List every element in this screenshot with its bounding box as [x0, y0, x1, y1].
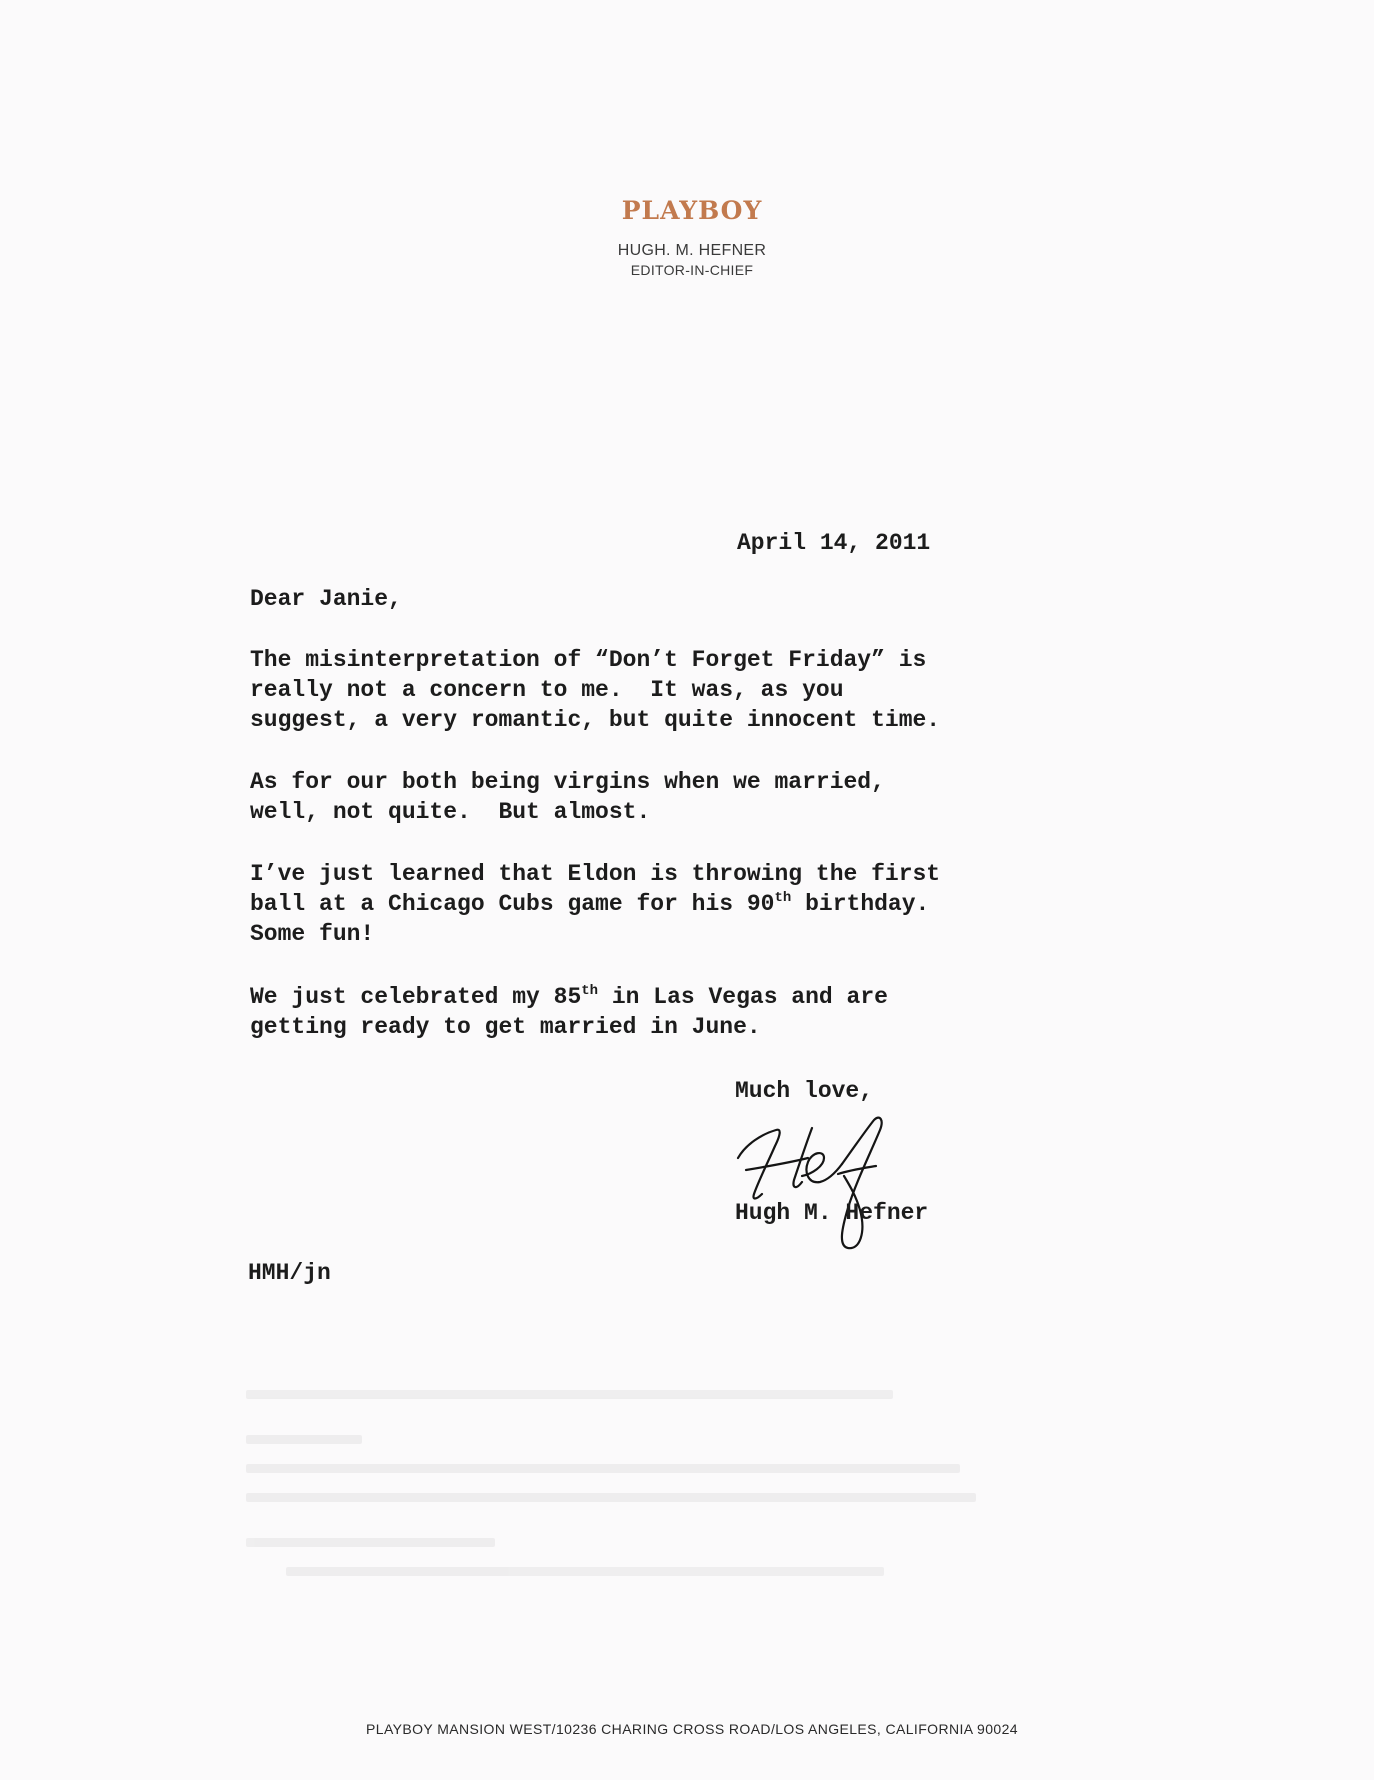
paragraph-line: getting ready to get married in June.: [250, 1014, 761, 1040]
playboy-logo: PLAYBOY: [621, 196, 763, 225]
paragraph-3: [250, 859, 940, 949]
paragraph-4: [250, 982, 888, 1042]
paragraph-line: I’ve just learned that Eldon is throwing the first: [250, 861, 941, 887]
paragraph-line: We just celebrated my 85: [250, 984, 582, 1010]
letterhead-name: HUGH. M. HEFNER: [617, 242, 767, 259]
paragraph-line: As for our both being virgins when we married,: [250, 769, 885, 795]
paragraph-line: birthday.: [791, 891, 930, 917]
signer-name: Hugh M. Hefner: [735, 1200, 929, 1226]
handwritten-signature: [720, 1110, 940, 1260]
letterhead: [0, 196, 1374, 278]
paragraph-line: really not a concern to me. It was, as you: [250, 677, 844, 703]
letterhead-title: EDITOR-IN-CHIEF: [630, 262, 754, 278]
footer-address: PLAYBOY MANSION WEST/10236 CHARING CROSS ROAD/LOS ANGELES, CALIFORNIA 90024: [366, 1721, 1018, 1737]
paragraph-line: in Las Vegas and are: [598, 984, 888, 1010]
letter-date: April 14, 2011: [737, 530, 931, 556]
salutation: Dear Janie,: [250, 586, 402, 612]
paragraph-line: The misinterpretation of “Don’t Forget Friday” is: [250, 647, 927, 673]
show-through-text: [246, 1390, 1076, 1640]
ordinal-suffix: th: [774, 890, 792, 906]
paragraph-1: [250, 645, 940, 735]
paragraph-line: well, not quite. But almost.: [250, 799, 651, 825]
closing: Much love,: [735, 1078, 874, 1104]
paragraph-line: Some fun!: [250, 921, 375, 947]
paragraph-line: suggest, a very romantic, but quite innocent time.: [250, 707, 941, 733]
typist-initials: HMH/jn: [248, 1260, 331, 1286]
paragraph-line: ball at a Chicago Cubs game for his 90: [250, 891, 775, 917]
ordinal-suffix: th: [581, 983, 599, 999]
paragraph-2: [250, 767, 885, 827]
